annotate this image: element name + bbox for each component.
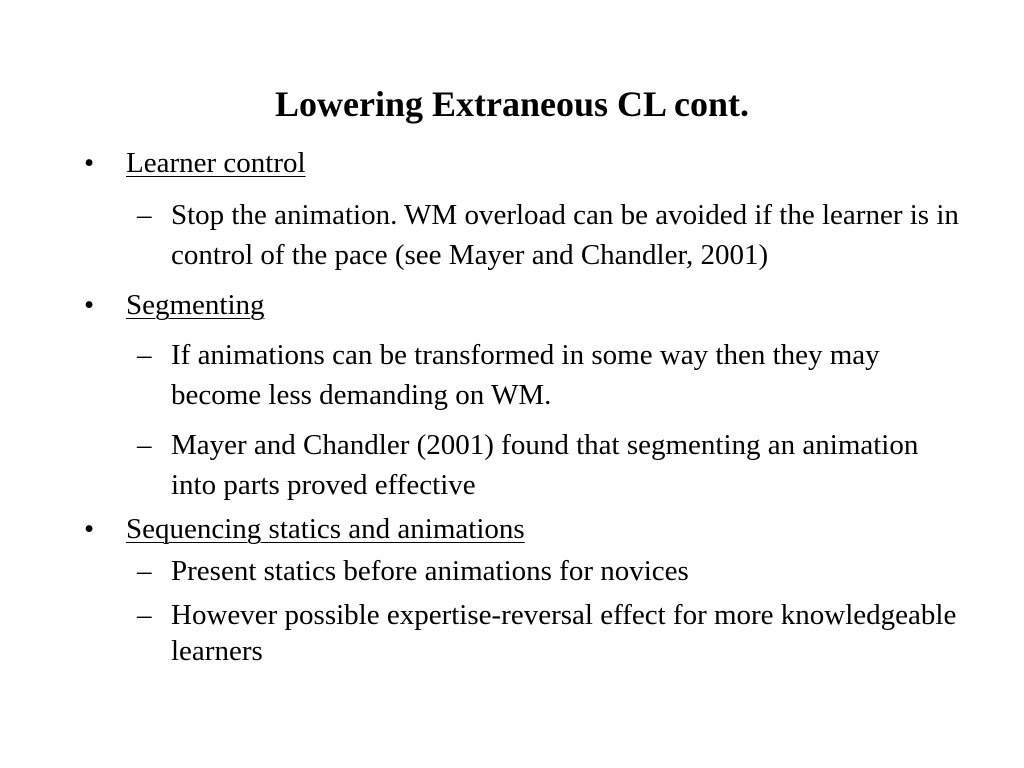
sub-item xyxy=(126,195,960,275)
sub-item-text: However possible expertise-reversal effect for more knowledgeable learners xyxy=(171,599,957,667)
bullet-icon: • xyxy=(84,147,95,179)
sub-item xyxy=(126,335,960,415)
bullet-icon: • xyxy=(84,289,95,321)
bullet-heading: Sequencing statics and animations xyxy=(126,513,525,545)
sub-item-text: Stop the animation. WM overload can be avoided if the learner is in control of the pace (see Mayer and Chandler, 2001) xyxy=(171,199,959,271)
sub-item xyxy=(126,425,960,505)
dash-icon: – xyxy=(137,555,152,587)
dash-icon: – xyxy=(137,429,152,461)
bullet-item-segmenting xyxy=(80,285,960,325)
sub-item-text: If animations can be transformed in some way then they may become less demanding on WM. xyxy=(171,339,880,411)
bullet-heading: Learner control xyxy=(126,147,306,179)
slide-body xyxy=(80,143,960,669)
dash-icon: – xyxy=(137,339,152,371)
sub-item xyxy=(126,597,960,669)
slide-title: Lowering Extraneous CL cont. xyxy=(274,84,749,124)
dash-icon: – xyxy=(137,199,152,231)
dash-icon: – xyxy=(137,599,152,631)
bullet-item-sequencing xyxy=(80,509,960,549)
bullet-icon: • xyxy=(84,513,95,545)
bullet-heading: Segmenting xyxy=(126,289,265,321)
sub-item-text: Mayer and Chandler (2001) found that segmenting an animation into parts proved effective xyxy=(171,429,919,501)
sub-item xyxy=(126,553,960,589)
bullet-item-learner-control xyxy=(80,143,960,183)
sub-item-text: Present statics before animations for novices xyxy=(171,555,689,587)
